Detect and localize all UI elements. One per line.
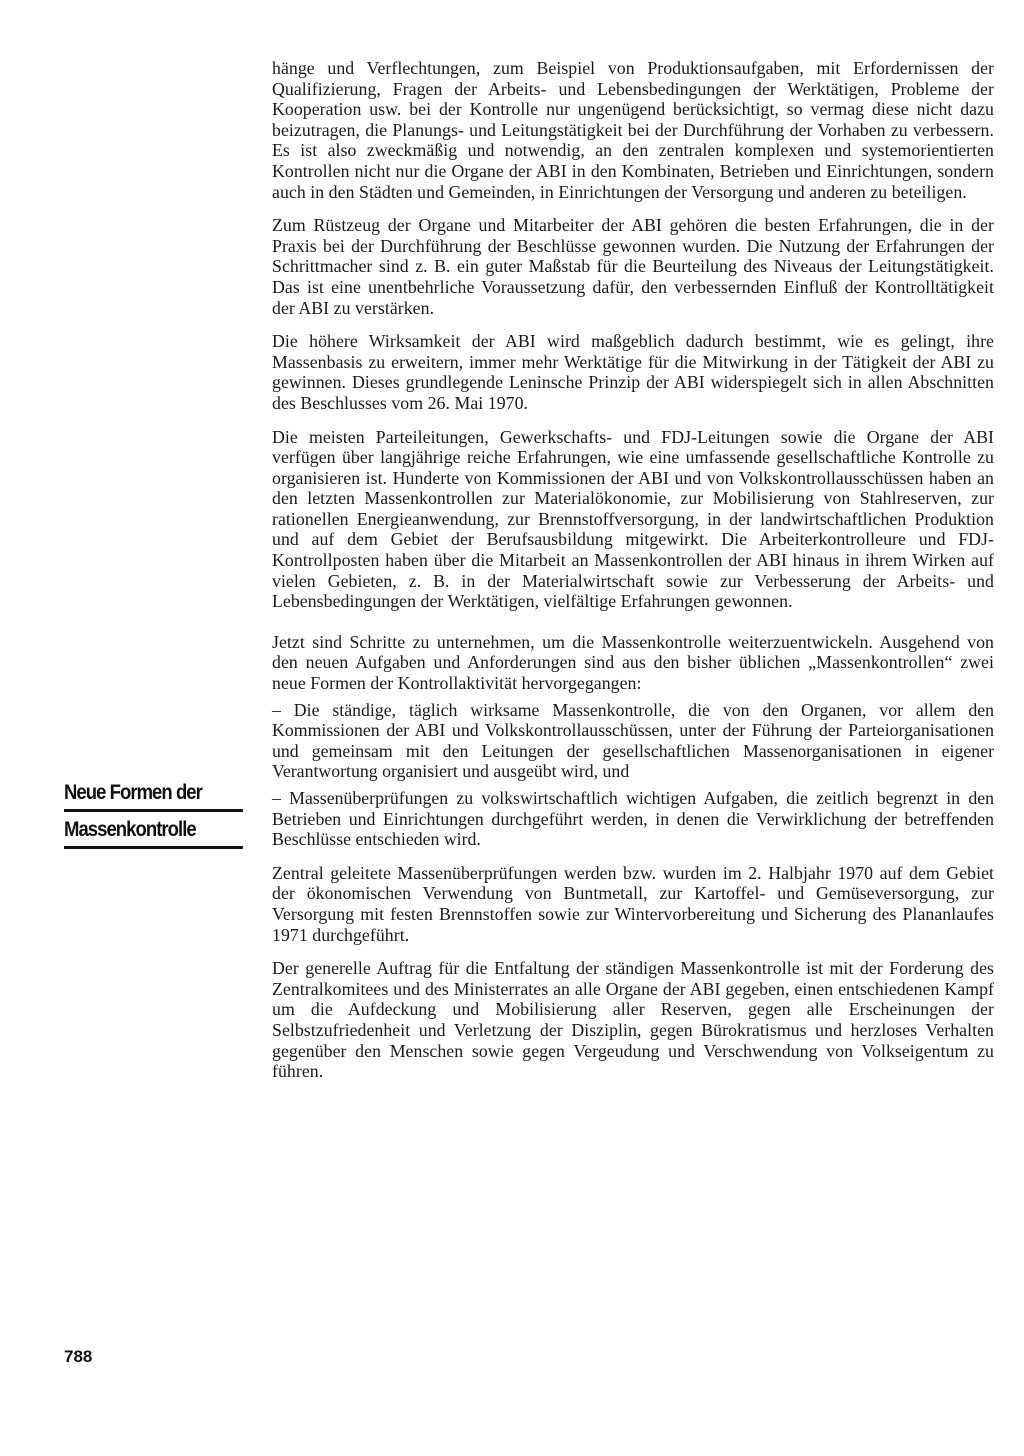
paragraph-3: Die höhere Wirksamkeit der ABI wird maßgeblich dadurch bestimmt, wie es gelingt, ihre Massenbasis zu erweitern, immer mehr Werktätige für die Mitwirkung in der Tätigkeit der ABI zu gewinnen. Dieses grundlegende Leninsche Prinzip der ABI widerspiegelt sich in allen Abschnitten des Beschlusses vom 26. Mai 1970.: [272, 331, 994, 413]
list-item-1: – Die ständige, täglich wirksame Massenkontrolle, die von den Organen, vor allem den Kommissionen der ABI und Volkskontrollausschüssen, unter der Führung der Parteiorganisationen und gemeinsam mit den Leitungen der gesellschaftlichen Massenorganisationen in eigener Verantwortung organisiert und ausgeübt wird, und: [272, 699, 994, 782]
section-heading-line-2: Massenkontrolle: [64, 812, 243, 849]
main-text-column: [272, 58, 994, 1095]
section-heading: [64, 775, 219, 849]
section-heading-line-1: Neue Formen der: [64, 775, 243, 812]
list-item-2: – Massenüberprüfungen zu volkswirtschaftlich wichtigen Aufgaben, die zeitlich begrenzt in den Betrieben und Einrichtungen durchgeführt werden, in denen die Verwirklichung der betreffenden Beschlüsse entschieden wird.: [272, 788, 994, 850]
paragraph-7: Der generelle Auftrag für die Entfaltung der ständigen Massenkontrolle ist mit der Forderung des Zentralkomitees und des Ministerrates an alle Organe der ABI gegeben, einen entschiedenen Kampf um die Aufdeckung und Mobilisierung aller Reserven, gegen alle Erscheinungen der Selbstzufriedenheit und Verletzung der Disziplin, gegen Bürokratismus und herzloses Verhalten gegenüber den Menschen sowie gegen Vergeudung und Verschwendung von Volkseigentum zu führen.: [272, 958, 994, 1082]
paragraph-2: Zum Rüstzeug der Organe und Mitarbeiter der ABI gehören die besten Erfahrungen, die in der Praxis bei der Durchführung der Beschlüsse gewonnen wurden. Die Nutzung der Erfahrungen der Schrittmacher sind z. B. ein guter Maßstab für die Beurteilung des Niveaus der Leitungstätigkeit. Das ist eine unentbehrliche Voraussetzung dafür, den verbessernden Einfluß der Kontrolltätigkeit der ABI zu verstärken.: [272, 215, 994, 318]
paragraph-1: hänge und Verflechtungen, zum Beispiel von Produktionsaufgaben, mit Erfordernissen der Qualifizierung, Fragen der Arbeits- und Lebensbedingungen der Werktätigen, Probleme der Kooperation usw. bei der Kontrolle nur ungenügend berücksichtigt, so vermag diese nicht dazu beizutragen, die Planungs- und Leitungstätigkeit bei der Durchführung der Vorhaben zu verbessern. Es ist also zweckmäßig und notwendig, an den zentralen komplexen und systemorientierten Kontrollen nicht nur die Organe der ABI in den Kombinaten, Betrieben und Einrichtungen, sondern auch in den Städten und Gemeinden, in Einrichtungen der Versorgung und anderen zu beteiligen.: [272, 58, 994, 202]
paragraph-4: Die meisten Parteileitungen, Gewerkschafts- und FDJ-Leitungen sowie die Organe der ABI verfügen über langjährige reiche Erfahrungen, wie eine umfassende gesellschaftliche Kontrolle zu organisieren ist. Hunderte von Kommissionen der ABI und von Volkskontrollausschüssen haben an den letzten Massenkontrollen zur Materialökonomie, zur Mobilisierung von Stahlreserven, zur rationellen Energieanwendung, zur Brennstoffversorgung, in der landwirtschaftlichen Produktion und auf dem Gebiet der Berufsausbildung mitgewirkt. Die Arbeiterkontrolleure und FDJ-Kontrollposten haben über die Mitarbeit an Massenkontrollen der ABI hinaus in ihrem Wirken auf vielen Gebieten, z. B. in der Materialwirtschaft sowie zur Verbesserung der Arbeits- und Lebensbedingungen der Werktätigen, vielfältige Erfahrungen gewonnen.: [272, 426, 994, 612]
page-number: 788: [64, 1347, 93, 1366]
paragraph-6: Zentral geleitete Massenüberprüfungen werden bzw. wurden im 2. Halbjahr 1970 auf dem Gebiet der ökonomischen Verwendung von Buntmetall, zur Kartoffel- und Gemüseversorgung, zur Versorgung mit festen Brennstoffen sowie zur Wintervorbereitung und Sicherung des Plananlaufes 1971 durchgeführt.: [272, 862, 994, 945]
margin-heading: [64, 775, 244, 849]
paragraph-5: Jetzt sind Schritte zu unternehmen, um die Massenkontrolle weiterzuentwickeln. Ausgehend von den neuen Aufgaben und Anforderungen sind aus den bisher üblichen „Massenkontrollen“ zwei neue Formen der Kontrollaktivität hervorgegangen:: [272, 631, 994, 694]
